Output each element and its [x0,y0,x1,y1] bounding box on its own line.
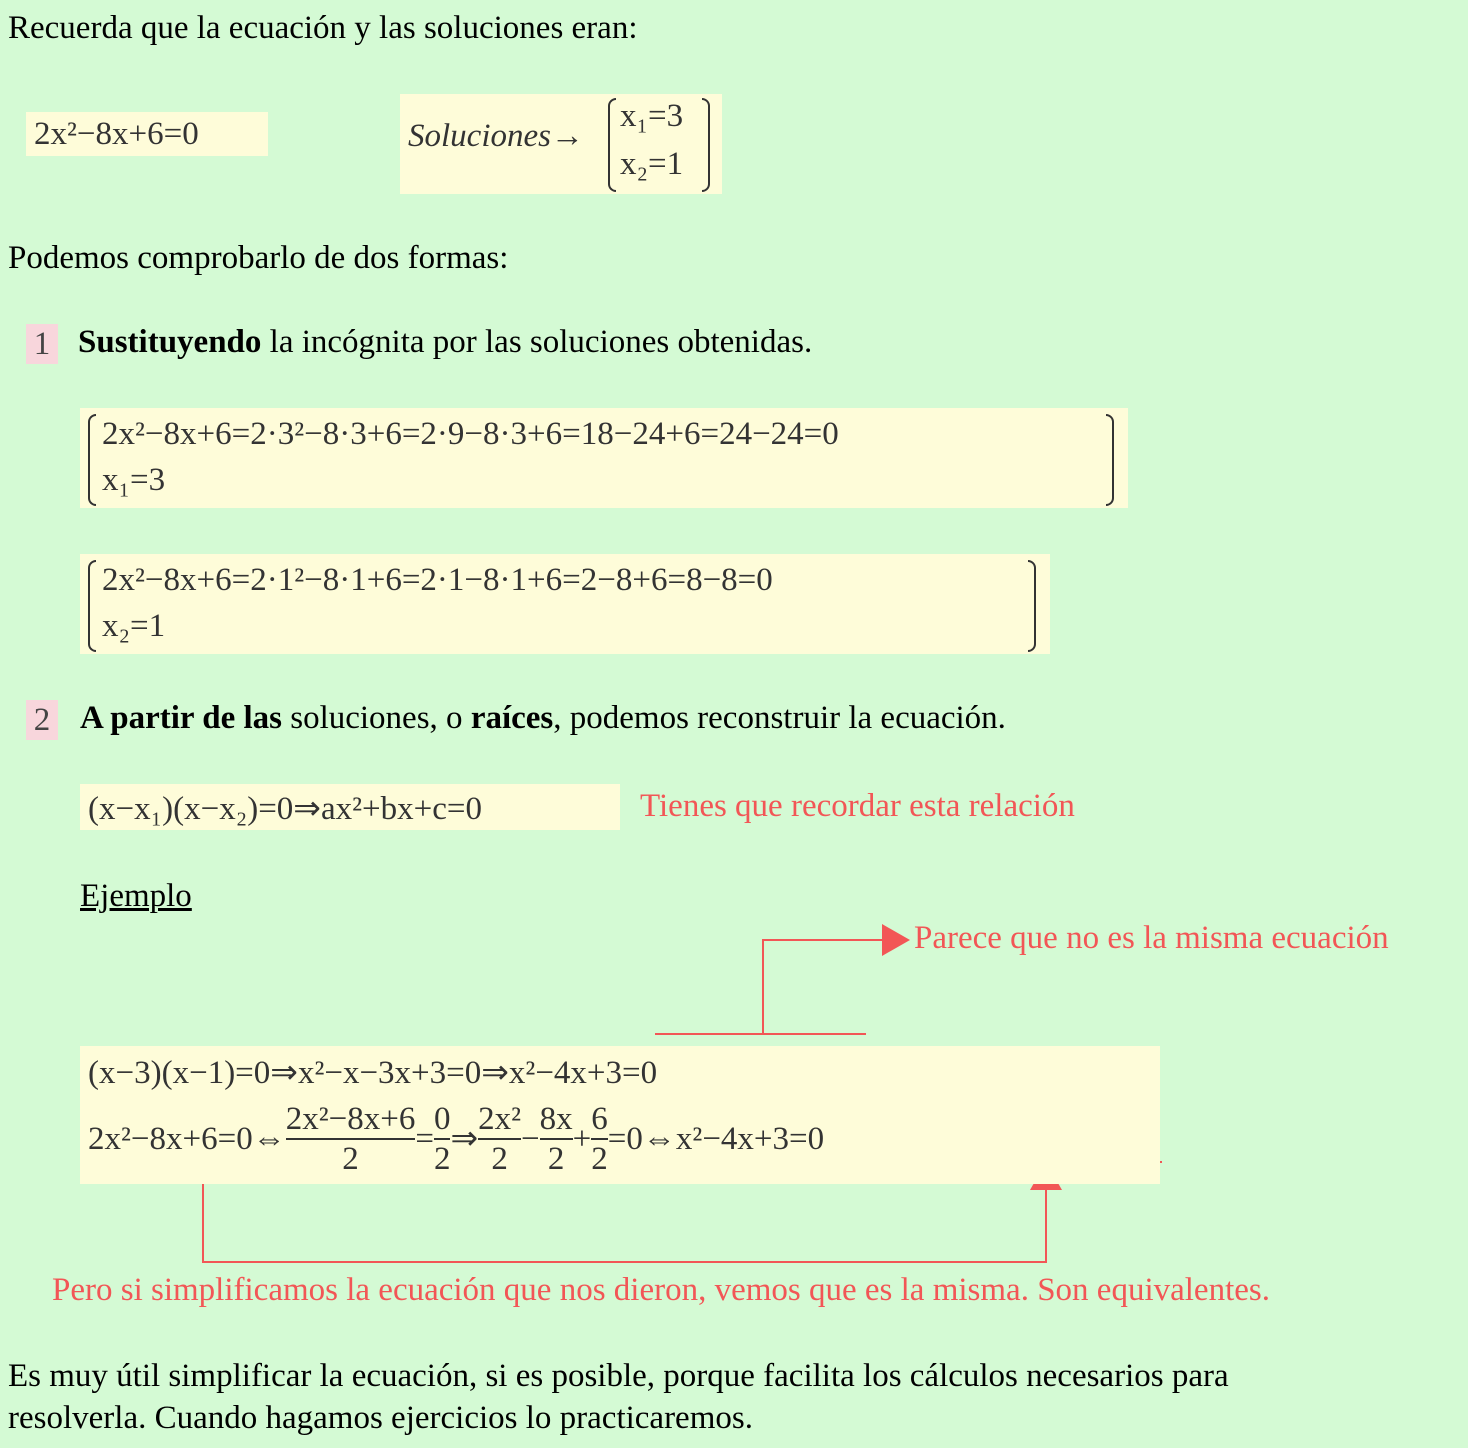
line2-implies: ⇒ [450,1121,479,1157]
frac4-den: 2 [540,1138,573,1178]
fraction-1 [286,1100,416,1178]
frac3-num: 2x² [478,1101,522,1137]
fraction-2 [434,1100,451,1178]
intro-text: Recuerda que la ecuación y las soluciones eran: [8,10,638,46]
frac5-den: 2 [591,1138,608,1178]
frac1-num: 2x²−8x+6 [285,1101,416,1137]
sub1-line1: 2x²−8x+6=2·3²−8·3+6=2·9−8·3+6=18−24+6=24−24=0 [102,416,839,452]
sub2-line2: x₂=1 [102,608,166,644]
frac2-num: 0 [433,1101,451,1137]
frac4-num: 8x [539,1101,573,1137]
frac5-num: 6 [591,1101,608,1137]
method2-bold1: A partir de las [80,700,282,736]
sub2-line1: 2x²−8x+6=2·1²−8·1+6=2·1−8·1+6=2−8+6=8−8=0 [102,562,773,598]
method2-text2: , podemos reconstruir la ecuación. [553,700,1006,736]
conclusion-line2: resolverla. Cuando hagamos ejercicios lo practicaremos. [8,1400,753,1436]
note-bottom: Pero si simplificamos la ecuación que nos dieron, vemos que es la misma. Son equivalentes. [52,1272,1270,1308]
line2-iff: ⇔ [252,1121,286,1157]
example-line2 [88,1100,824,1178]
fraction-3 [478,1100,521,1178]
relation-formula: (x−x₁)(x−x₂)=0⇒ax²+bx+c=0 [88,791,482,827]
fraction-4 [540,1100,573,1178]
method1-text: la incógnita por las soluciones obtenidas. [261,324,813,360]
relation-note: Tienes que recordar esta relación [640,788,1075,824]
line2-start: 2x²−8x+6=0 [88,1121,253,1157]
method2-text1: soluciones, o [281,700,471,736]
line2-end: x²−4x+3=0 [675,1121,825,1157]
method2-number-badge: 2 [26,700,58,740]
frac2-den: 2 [434,1138,451,1178]
method2-bold2: raíces [470,700,554,736]
fraction-5 [591,1100,608,1178]
method1-number-badge: 1 [26,324,58,364]
frac3-den: 2 [478,1138,521,1178]
frac1-den: 2 [286,1138,416,1178]
line2-eq0-iff: =0⇔ [607,1121,676,1157]
example-line1: (x−3)(x−1)=0⇒x²−x−3x+3=0⇒x²−4x+3=0 [88,1055,658,1091]
sub1-line2: x₁=3 [102,462,166,498]
main-equation: 2x²−8x+6=0 [34,116,199,152]
check-intro: Podemos comprobarlo de dos formas: [8,240,509,276]
solution-x2: x₂=1 [620,146,684,182]
example-heading: Ejemplo [80,878,192,914]
line2-plus: + [572,1121,592,1157]
line2-minus: − [521,1121,540,1157]
conclusion-line1: Es muy útil simplificar la ecuación, si es posible, porque facilita los cálculos necesarios para [8,1358,1229,1394]
solutions-label: Soluciones→ [408,118,584,154]
method1-bold: Sustituyendo [78,324,262,360]
example-box [80,1046,1160,1184]
top-connector [763,940,885,1034]
note-top: Parece que no es la misma ecuación [914,920,1389,956]
top-arrowhead-icon [882,924,910,956]
solution-x1: x₁=3 [620,98,684,134]
line2-eq: = [415,1121,434,1157]
